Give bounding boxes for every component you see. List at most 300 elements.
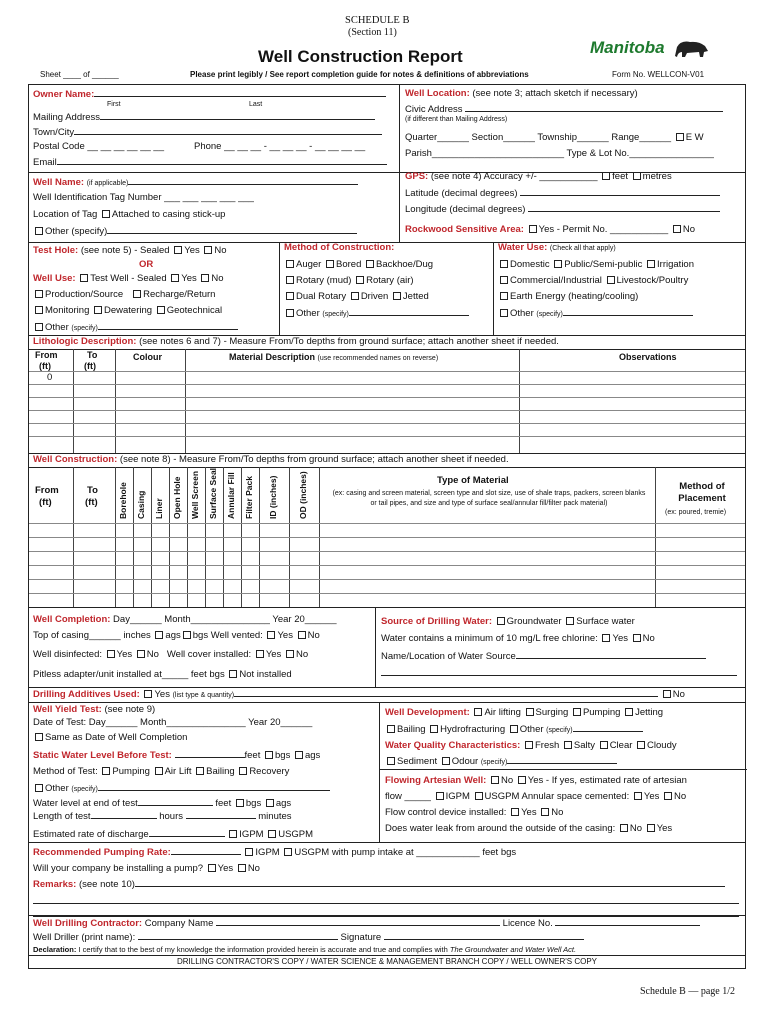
dev-airlifting-checkbox[interactable] — [474, 708, 482, 716]
rate-igpm-label: IGPM — [239, 829, 264, 840]
lith-colour-header: Colour — [133, 352, 162, 362]
install-yes-label: Yes — [217, 863, 234, 874]
end-ags-checkbox[interactable] — [266, 799, 274, 807]
test-well-label: Test Well - Sealed — [90, 273, 167, 284]
disinfected-label: Well disinfected: — [33, 649, 102, 660]
commercial-checkbox[interactable] — [500, 276, 508, 284]
dev-bailing-label: Bailing — [397, 724, 426, 735]
rotary-mud-checkbox[interactable] — [286, 276, 294, 284]
leak-no-label: No — [629, 823, 643, 834]
flowing-no-label: No — [500, 775, 514, 786]
remarks-note: (see note 10) — [78, 879, 135, 890]
longitude-field[interactable] — [528, 203, 720, 212]
mailing-label: Mailing Address — [33, 112, 101, 123]
sealed-yes-label: Yes — [184, 245, 200, 256]
yield-test-note: (see note 9) — [104, 704, 156, 715]
clear-label: Clear — [609, 740, 633, 751]
vented-label: Well vented: — [210, 630, 263, 641]
sediment-label: Sediment — [397, 756, 438, 767]
mailing-field[interactable] — [100, 111, 375, 120]
bored-label: Bored — [336, 259, 362, 270]
dev-other-specify: (specify) — [546, 727, 573, 734]
flowing-yes-checkbox[interactable] — [518, 776, 526, 784]
rate-igpm-checkbox[interactable] — [229, 830, 237, 838]
rate-usgpm-label: USGPM — [278, 829, 314, 840]
install-no-checkbox[interactable] — [238, 864, 246, 872]
casing-bgs-checkbox[interactable] — [183, 631, 191, 639]
dev-bailing-checkbox[interactable] — [387, 725, 395, 733]
well-use-label: Well Use: — [33, 273, 76, 284]
rockwood-no-checkbox[interactable] — [673, 225, 681, 233]
act-name: The Groundwater and Water Well Act. — [449, 945, 577, 954]
bored-checkbox[interactable] — [326, 260, 334, 268]
commercial-label: Commercial/Industrial — [510, 275, 602, 286]
additives-list-note: (list type & quantity) — [172, 692, 235, 699]
casing-ags-label: ags — [165, 630, 181, 641]
flow-usgpm-checkbox[interactable] — [475, 792, 483, 800]
livestock-checkbox[interactable] — [607, 276, 615, 284]
annular-yes-checkbox[interactable] — [634, 792, 642, 800]
feet-checkbox[interactable] — [602, 172, 610, 180]
copies-footer: DRILLING CONTRACTOR'S COPY / WATER SCIENCE & MANAGEMENT BRANCH COPY / WELL OWNER'S COPY — [176, 957, 597, 966]
end-bgs-label: bgs — [245, 798, 262, 809]
annular-label: Annular space cemented: — [521, 791, 630, 802]
phone-field[interactable]: Phone __ __ __ - __ __ __ - __ __ __ __ — [194, 141, 366, 152]
section-label: (Section 11) — [348, 27, 397, 38]
test-bailing-checkbox[interactable] — [196, 767, 204, 775]
irrigation-label: Irrigation — [657, 259, 694, 270]
fresh-checkbox[interactable] — [525, 741, 533, 749]
col-casing: Casing — [136, 490, 146, 519]
signature-label: Signature — [340, 932, 382, 943]
postal-code-field[interactable]: Postal Code __ __ __ __ __ __ — [33, 141, 164, 152]
chlorine-label: Water contains a minimum of 10 mg/L free chlorine: — [381, 633, 598, 644]
additives-yes-label: Yes — [154, 689, 170, 700]
col-od-inches: OD (inches) — [298, 471, 308, 519]
dev-other-label: Other — [519, 724, 544, 735]
groundwater-label: Groundwater — [506, 616, 562, 627]
dev-jetting-label: Jetting — [635, 707, 664, 718]
well-construction-label: Well Construction: — [33, 454, 118, 465]
lith-observations-header: Observations — [619, 352, 677, 362]
declaration-text: I certify that to the best of my knowledge the information provided herein is accurate and true and complies with — [78, 945, 448, 954]
dev-pumping-label: Pumping — [582, 707, 621, 718]
test-bailing-label: Bailing — [206, 766, 235, 777]
cover-no-checkbox[interactable] — [286, 650, 294, 658]
first-label: First — [107, 101, 121, 108]
latitude-label: Latitude (decimal degrees) — [405, 188, 518, 199]
rotary-air-checkbox[interactable] — [356, 276, 364, 284]
col-filter-pack: Filter Pack — [244, 476, 254, 519]
additives-no-label: No — [672, 689, 685, 700]
civic-field[interactable] — [465, 103, 723, 112]
device-no-label: No — [551, 807, 564, 818]
well-location-label: Well Location: — [405, 88, 470, 99]
rockwood-no-label: No — [682, 224, 695, 235]
dev-pumping-checkbox[interactable] — [573, 708, 581, 716]
owner-name-field[interactable] — [94, 88, 386, 97]
lithologic-note: (see notes 6 and 7) - Measure From/To depths from ground surface; attach another sheet if needed. — [139, 336, 559, 347]
install-pump-label: Will your company be installing a pump? — [33, 863, 204, 874]
well-construction-form — [28, 84, 746, 969]
chlorine-no-label: No — [642, 633, 655, 644]
driven-label: Driven — [360, 291, 389, 302]
device-no-checkbox[interactable] — [541, 808, 549, 816]
end-ags-label: ags — [275, 798, 292, 809]
flow-igpm-label: IGPM — [445, 791, 470, 802]
static-bgs-label: bgs — [275, 750, 291, 761]
pitless-field[interactable]: Pitless adapter/unit installed at_____ feet bgs — [33, 669, 225, 680]
auger-checkbox[interactable] — [286, 260, 294, 268]
quarter-field[interactable]: Quarter______ Section______ Township______ Range______ — [405, 132, 672, 143]
vented-no-checkbox[interactable] — [298, 631, 306, 639]
cover-no-label: No — [295, 649, 309, 660]
vented-yes-checkbox[interactable] — [267, 631, 275, 639]
remarks-field[interactable] — [135, 878, 725, 887]
if-applicable-note: (if applicable) — [86, 180, 129, 187]
sealed-no-label: No — [214, 245, 227, 256]
construction-table — [29, 467, 745, 607]
static-level-field[interactable] — [175, 749, 245, 758]
vented-yes-label: Yes — [277, 630, 293, 641]
cloudy-label: Cloudy — [647, 740, 677, 751]
geotechnical-label: Geotechnical — [166, 305, 223, 316]
tw-no-label: No — [211, 273, 224, 284]
backhoe-label: Backhoe/Dug — [376, 259, 434, 270]
yield-date-field[interactable]: Date of Test: Day______ Month_______________ Year 20______ — [33, 717, 313, 728]
remarks-label: Remarks: — [33, 879, 77, 890]
flowing-label: Flowing Artesian Well: — [385, 775, 487, 786]
dev-other-field[interactable] — [573, 723, 643, 732]
groundwater-checkbox[interactable] — [497, 617, 505, 625]
well-completion-label: Well Completion: — [33, 614, 111, 625]
test-airlift-checkbox[interactable] — [155, 767, 163, 775]
use-other-field[interactable] — [98, 321, 238, 330]
monitoring-label: Monitoring — [45, 305, 90, 316]
odour-checkbox[interactable] — [442, 757, 450, 765]
latitude-field[interactable] — [520, 187, 720, 196]
dev-hydro-label: Hydrofracturing — [440, 724, 506, 735]
check-all-note: (Check all that apply) — [549, 245, 616, 252]
schedule-label: SCHEDULE B — [345, 15, 410, 26]
irrigation-checkbox[interactable] — [647, 260, 655, 268]
cloudy-checkbox[interactable] — [637, 741, 645, 749]
dual-rotary-checkbox[interactable] — [286, 292, 294, 300]
dev-jetting-checkbox[interactable] — [625, 708, 633, 716]
cover-yes-label: Yes — [265, 649, 282, 660]
flowing-yes-label: Yes - If yes, estimated rate of artesian — [527, 775, 687, 786]
water-other-specify: (specify) — [536, 311, 563, 318]
water-other-checkbox[interactable] — [500, 309, 508, 317]
tag-number-field[interactable]: Well Identification Tag Number ___ ___ ___ ___ ___ — [33, 192, 254, 203]
flow-device-label: Flow control device installed: — [385, 807, 507, 818]
lith-material-header: Material Description — [229, 352, 316, 362]
rockwood-yes-checkbox[interactable] — [529, 225, 537, 233]
licence-label: Licence No. — [502, 918, 553, 929]
gps-accuracy-field[interactable]: (see note 4) Accuracy +/- ___________ — [430, 171, 598, 182]
length-minutes-field[interactable] — [186, 810, 256, 819]
casing-ags-checkbox[interactable] — [155, 631, 163, 639]
method-placement-note: (ex: poured, tremie) — [665, 509, 727, 516]
static-bgs-checkbox[interactable] — [265, 751, 273, 759]
col-annular-fill: Annular Fill — [226, 472, 236, 519]
chlorine-no-checkbox[interactable] — [633, 634, 641, 642]
form-number: Form No. WELLCON-V01 — [612, 70, 705, 79]
sheet-count: Sheet ____ of ______ — [40, 70, 119, 79]
well-location-note: (see note 3; attach sketch if necessary) — [472, 88, 638, 99]
dev-other-checkbox[interactable] — [510, 725, 518, 733]
method-test-label: Method of Test: — [33, 766, 98, 777]
rockwood-yes-label: Yes - Permit No. ___________ — [538, 224, 669, 235]
declaration-label: Declaration: — [33, 945, 77, 954]
licence-field[interactable] — [555, 917, 700, 926]
flow-field[interactable]: flow _____ — [385, 791, 431, 802]
surface-water-label: Surface water — [576, 616, 635, 627]
pumping-rate-label: Recommended Pumping Rate: — [33, 847, 171, 858]
email-field[interactable] — [57, 156, 387, 165]
leak-yes-label: Yes — [656, 823, 673, 834]
town-field[interactable] — [74, 126, 382, 135]
minutes-label: minutes — [258, 811, 292, 822]
production-checkbox[interactable] — [35, 290, 43, 298]
test-other-field[interactable] — [98, 782, 330, 791]
tw-yes-label: Yes — [181, 273, 197, 284]
owner-name-label: Owner Name: — [33, 89, 95, 100]
method-construction-label: Method of Construction: — [284, 242, 395, 253]
earth-energy-checkbox[interactable] — [500, 292, 508, 300]
completion-date-field[interactable]: Day______ Month_______________ Year 20______ — [113, 614, 337, 625]
livestock-label: Livestock/Poultry — [616, 275, 689, 286]
rotary-mud-label: Rotary (mud) — [296, 275, 352, 286]
manitoba-logo: Manitoba — [590, 38, 665, 57]
monitoring-checkbox[interactable] — [35, 306, 43, 314]
leak-label: Does water leak from around the outside of the casing: — [385, 823, 616, 834]
lithologic-table — [29, 349, 745, 453]
tag-other-checkbox[interactable] — [35, 227, 43, 235]
surface-water-checkbox[interactable] — [566, 617, 574, 625]
e-checkbox[interactable] — [676, 133, 684, 141]
lith-from-header: From — [35, 350, 58, 360]
driller-name-label: Well Driller (print name): — [33, 932, 136, 943]
install-yes-checkbox[interactable] — [208, 864, 216, 872]
chlorine-yes-label: Yes — [612, 633, 628, 644]
pumping-rate-field[interactable] — [171, 846, 241, 855]
location-of-tag-label: Location of Tag — [33, 209, 98, 220]
test-hole-note: (see note 5) - Sealed — [80, 245, 170, 256]
col-id-inches: ID (inches) — [268, 475, 278, 519]
odour-specify: (specify) — [480, 759, 508, 766]
page-number: Schedule B — page 1/2 — [640, 986, 735, 997]
dev-hydro-checkbox[interactable] — [430, 725, 438, 733]
water-other-label: Other — [510, 308, 534, 319]
leak-yes-checkbox[interactable] — [647, 824, 655, 832]
dev-surging-label: Surging — [535, 707, 569, 718]
test-well-checkbox[interactable] — [80, 274, 88, 282]
rate-field[interactable] — [149, 828, 225, 837]
tw-no-checkbox[interactable] — [201, 274, 209, 282]
type-material-header: Type of Material — [437, 475, 509, 486]
odour-field[interactable] — [507, 755, 617, 764]
test-airlift-label: Air Lift — [164, 766, 192, 777]
backhoe-checkbox[interactable] — [366, 260, 374, 268]
static-feet-label: feet — [244, 750, 261, 761]
lithologic-label: Lithologic Description: — [33, 336, 137, 347]
method-other-specify: (specify) — [322, 311, 349, 318]
flowing-no-checkbox[interactable] — [491, 776, 499, 784]
casing-bgs-label: bgs — [192, 630, 209, 641]
additives-yes-checkbox[interactable] — [144, 690, 152, 698]
dewatering-checkbox[interactable] — [94, 306, 102, 314]
rockwood-label: Rockwood Sensitive Area: — [405, 224, 524, 235]
con-to-unit: (ft) — [85, 497, 98, 508]
well-name-label: Well Name: — [33, 177, 85, 188]
dev-surging-checkbox[interactable] — [526, 708, 534, 716]
public-checkbox[interactable] — [554, 260, 562, 268]
end-feet-label: feet — [215, 798, 232, 809]
water-other-field[interactable] — [563, 307, 693, 316]
water-use-label: Water Use: — [498, 242, 548, 253]
test-other-specify: (specify) — [71, 786, 98, 793]
use-other-specify: (specify) — [71, 325, 98, 332]
sealed-no-checkbox[interactable] — [204, 246, 212, 254]
lith-first-from: 0 — [47, 372, 53, 383]
method-placement-header: Method of Placement — [678, 481, 726, 504]
end-level-field[interactable] — [138, 797, 213, 806]
bison-icon — [672, 38, 710, 60]
domestic-label: Domestic — [510, 259, 550, 270]
rotary-air-label: Rotary (air) — [366, 275, 414, 286]
end-bgs-checkbox[interactable] — [236, 799, 244, 807]
test-pumping-label: Pumping — [112, 766, 150, 777]
method-other-field[interactable] — [349, 307, 469, 316]
pump-usgpm-checkbox[interactable] — [284, 848, 292, 856]
pump-igpm-checkbox[interactable] — [245, 848, 253, 856]
additives-no-checkbox[interactable] — [663, 690, 671, 698]
hours-label: hours — [159, 811, 183, 822]
page-title: Well Construction Report — [258, 47, 463, 66]
e-w-label: E W — [685, 132, 704, 143]
pump-usgpm-label: USGPM with pump intake at ____________ feet bgs — [294, 847, 517, 858]
col-surface-seal: Surface Seal — [208, 467, 218, 519]
method-other-label: Other — [296, 308, 320, 319]
con-to-header: To — [87, 485, 98, 496]
disinfected-yes-label: Yes — [116, 649, 133, 660]
jetted-label: Jetted — [402, 291, 429, 302]
feet-label: feet — [612, 171, 629, 182]
sealed-yes-checkbox[interactable] — [174, 246, 182, 254]
disinfected-yes-checkbox[interactable] — [107, 650, 115, 658]
civic-note: (if different than Mailing Address) — [405, 116, 508, 123]
col-open-hole: Open Hole — [172, 476, 182, 519]
last-label: Last — [249, 101, 263, 108]
source-name-field[interactable] — [516, 650, 706, 659]
earth-energy-label: Earth Energy (heating/cooling) — [510, 291, 639, 302]
method-other-checkbox[interactable] — [286, 309, 294, 317]
test-other-checkbox[interactable] — [35, 784, 43, 792]
source-name-label: Name/Location of Water Source — [381, 651, 516, 662]
tag-other-field[interactable] — [107, 225, 357, 234]
production-label: Production/Source — [45, 289, 124, 300]
leak-no-checkbox[interactable] — [620, 824, 628, 832]
lith-to-unit: (ft) — [84, 361, 96, 371]
annular-no-label: No — [674, 791, 687, 802]
lith-to-header: To — [87, 350, 98, 360]
development-label: Well Development: — [385, 707, 470, 718]
print-note: Please print legibly / See report completion guide for notes & definitions of abbreviations — [190, 70, 529, 79]
or-label: OR — [139, 259, 154, 270]
tag-other-label: Other (specify) — [45, 226, 108, 237]
additives-label: Drilling Additives Used: — [33, 689, 140, 700]
chlorine-yes-checkbox[interactable] — [602, 634, 610, 642]
end-level-label: Water level at end of test — [33, 798, 138, 809]
clear-checkbox[interactable] — [600, 741, 608, 749]
not-installed-checkbox[interactable] — [229, 670, 237, 678]
well-name-field[interactable] — [128, 176, 358, 185]
tw-yes-checkbox[interactable] — [171, 274, 179, 282]
geotechnical-checkbox[interactable] — [157, 306, 165, 314]
con-from-header: From — [35, 485, 59, 496]
col-liner: Liner — [154, 498, 164, 519]
parish-field[interactable]: Parish_________________________ Type & Lot No.________________ — [405, 148, 714, 159]
static-ags-checkbox[interactable] — [295, 751, 303, 759]
gps-label: GPS: — [405, 171, 429, 182]
well-construction-note: (see note 8) - Measure From/To depths from ground surface; attach another sheet if needed. — [119, 454, 509, 465]
additives-field[interactable] — [234, 688, 658, 697]
driven-checkbox[interactable] — [351, 292, 359, 300]
signature-field[interactable] — [384, 931, 584, 940]
odour-label: Odour — [451, 756, 479, 767]
type-material-note: (ex: casing and screen material, screen type and slot size, use of shale traps, packers, screen blanks or tail pipes, and size and type of surface seal/annular fill/filter pack material) — [332, 490, 646, 507]
rate-usgpm-checkbox[interactable] — [268, 830, 276, 838]
rate-label: Estimated rate of discharge — [33, 829, 149, 840]
length-hours-field[interactable] — [91, 810, 157, 819]
pump-igpm-label: IGPM — [255, 847, 280, 858]
disinfected-no-checkbox[interactable] — [137, 650, 145, 658]
auger-label: Auger — [296, 259, 322, 270]
recharge-checkbox[interactable] — [133, 290, 141, 298]
domestic-checkbox[interactable] — [500, 260, 508, 268]
flow-igpm-checkbox[interactable] — [436, 792, 444, 800]
fresh-label: Fresh — [534, 740, 560, 751]
quality-label: Water Quality Characteristics: — [385, 740, 521, 751]
company-name-field[interactable] — [216, 917, 500, 926]
dewatering-label: Dewatering — [104, 305, 153, 316]
use-other-checkbox[interactable] — [35, 323, 43, 331]
col-borehole: Borehole — [118, 482, 128, 519]
install-no-label: No — [247, 863, 260, 874]
lith-from-unit: (ft) — [39, 361, 51, 371]
test-recovery-checkbox[interactable] — [239, 767, 247, 775]
contractor-label: Well Drilling Contractor: — [33, 918, 143, 929]
cover-yes-checkbox[interactable] — [256, 650, 264, 658]
attached-checkbox[interactable] — [102, 210, 110, 218]
top-casing-field[interactable]: Top of casing______ inches — [33, 630, 151, 641]
length-label: Length of test — [33, 811, 91, 822]
cover-label: Well cover installed: — [166, 649, 252, 660]
metres-checkbox[interactable] — [633, 172, 641, 180]
device-yes-checkbox[interactable] — [511, 808, 519, 816]
jetted-checkbox[interactable] — [393, 292, 401, 300]
sediment-checkbox[interactable] — [387, 757, 395, 765]
driller-name-field[interactable] — [138, 931, 338, 940]
flow-usgpm-label: USGPM — [484, 791, 520, 802]
same-date-checkbox[interactable] — [35, 733, 43, 741]
test-pumping-checkbox[interactable] — [102, 767, 110, 775]
civic-label: Civic Address — [405, 104, 463, 115]
salty-checkbox[interactable] — [564, 741, 572, 749]
annular-no-checkbox[interactable] — [664, 792, 672, 800]
recharge-label: Recharge/Return — [143, 289, 216, 300]
